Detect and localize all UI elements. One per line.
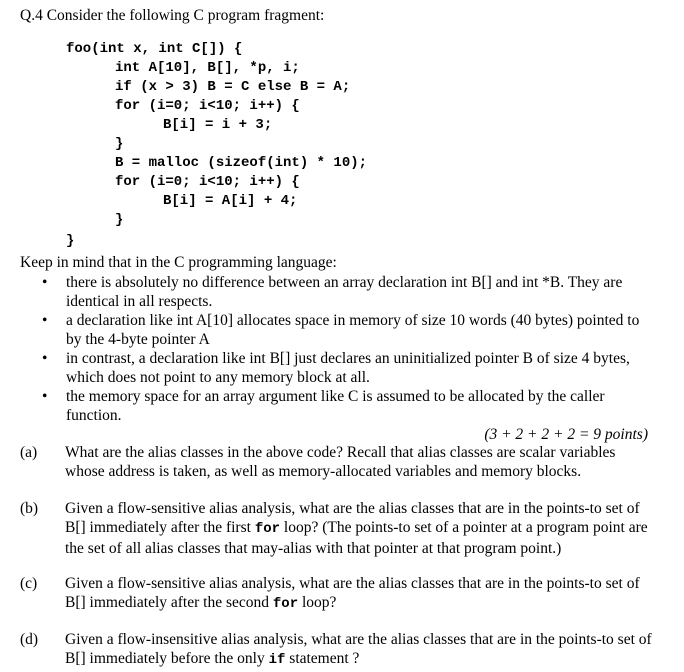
subquestion-label: (d): [20, 631, 39, 648]
code-line: }: [66, 233, 75, 249]
code-line: for (i=0; i<10; i++) {: [115, 174, 300, 190]
keyword-for: for: [272, 596, 299, 612]
subquestion-c: [20, 574, 652, 614]
keyword-for: for: [254, 521, 281, 537]
list-item: [42, 311, 652, 349]
note-text: in contrast, a declaration like int B[] just declares an uninitialized pointer B of size 4 bytes, which does not point to any memory block at all.: [66, 350, 630, 386]
subquestion-text: Given a flow-sensitive alias analysis, what are the alias classes that are in the points-to set of B[] immediately after the first: [65, 500, 640, 536]
code-line: if (x > 3) B = C else B = A;: [115, 79, 351, 95]
keyword-if: if: [268, 652, 286, 668]
code-line: }: [115, 136, 124, 152]
code-line: B[i] = i + 3;: [163, 117, 273, 133]
notes-list: [42, 273, 652, 425]
note-text: there is absolutely no difference between an array declaration int B[] and int *B. They are identical in all respects.: [66, 274, 623, 310]
subquestion-text: Given a flow-sensitive alias analysis, what are the alias classes that are in the points-to set of B[] immediately after the second: [65, 575, 640, 611]
note-text: the memory space for an array argument like C is assumed to be allocated by the caller function.: [66, 388, 605, 424]
list-item: [42, 273, 652, 311]
intro-text: Keep in mind that in the C programming language:: [20, 254, 337, 271]
bullet-icon: •: [42, 350, 48, 367]
note-text: a declaration like int A[10] allocates space in memory of size 10 words (40 bytes) pointed to by the 4-byte pointer A: [66, 312, 640, 348]
subquestion-label: (a): [20, 444, 38, 461]
subquestion-text-cont: statement ?: [285, 650, 360, 667]
subquestion-label: (c): [20, 575, 38, 592]
list-item: [42, 387, 652, 425]
subquestion-text: Given a flow-insensitive alias analysis, what are the alias classes that are in the points-to set of B[] immediately before the only: [65, 631, 652, 667]
bullet-icon: •: [42, 274, 48, 291]
list-item: [42, 349, 652, 387]
points-label: (3 + 2 + 2 + 2 = 9 points): [484, 426, 648, 443]
code-line: B = malloc (sizeof(int) * 10);: [115, 155, 368, 171]
subquestion-text-cont: loop? (The points-to set of a pointer at a program point are the set of all alias classes that may-alias with that pointer at that program point.): [65, 519, 648, 557]
subquestion-label: (b): [20, 500, 39, 517]
subquestion-text-cont: loop?: [298, 594, 337, 611]
code-line: int A[10], B[], *p, i;: [115, 60, 300, 76]
code-line: }: [115, 212, 124, 228]
subquestion-text: What are the alias classes in the above code? Recall that alias classes are scalar variables whose address is taken, as well as memory-allocated variables and memory blocks.: [65, 444, 616, 480]
code-line: B[i] = A[i] + 4;: [163, 193, 298, 209]
subquestion-b: [20, 499, 652, 558]
bullet-icon: •: [42, 312, 48, 329]
bullet-icon: •: [42, 388, 48, 405]
subquestion-d: [20, 630, 652, 670]
code-line: foo(int x, int C[]) {: [66, 41, 243, 57]
question-title: Q.4 Consider the following C program fragment:: [20, 7, 325, 24]
code-line: for (i=0; i<10; i++) {: [115, 98, 300, 114]
subquestion-a: [20, 443, 652, 481]
